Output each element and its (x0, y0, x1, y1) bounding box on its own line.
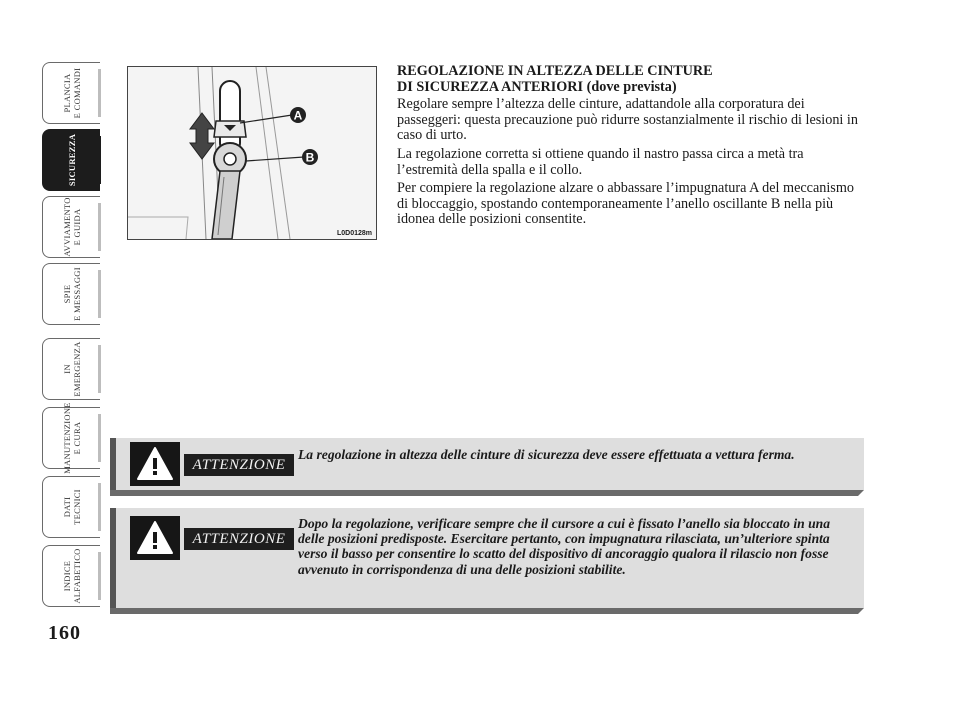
warning-label: ATTENZIONE (184, 528, 294, 550)
tab-label: PLANCIA E COMANDI (61, 67, 82, 119)
heading-line-1: REGOLAZIONE IN ALTEZZA DELLE CINTURE (397, 63, 713, 79)
tab-sicurezza[interactable] (42, 129, 100, 191)
page-number: 160 (48, 622, 81, 644)
section-content (397, 64, 867, 231)
seatbelt-illustration (128, 67, 376, 239)
tab-spie-e-messaggi[interactable] (42, 263, 100, 325)
warning-label: ATTENZIONE (184, 454, 294, 476)
paragraph-1: Regolare sempre l’altezza delle cinture, adattandole alla corporatura dei passeggeri: questa precauzione può ridurre sostanzialmente il rischio di lesioni in caso di urto. (397, 96, 858, 144)
warning-triangle-icon (130, 516, 180, 560)
tab-label: AVVIAMENTO E GUIDA (61, 197, 82, 257)
warning-triangle-icon (130, 442, 180, 486)
section-heading (397, 64, 867, 95)
tab-plancia-e-comandi[interactable] (42, 62, 100, 124)
tab-dati-tecnici[interactable] (42, 476, 100, 538)
paragraph-2: La regolazione corretta si ottiene quando il nastro passa circa a metà tra l’estremità della spalla e il collo. (397, 145, 804, 178)
tab-label: SPIE E MESSAGGI (61, 267, 82, 321)
tab-label: DATI TECNICI (61, 489, 82, 525)
warning-text: La regolazione in altezza delle cinture di sicurezza deve essere effettuata a vettura ferma. (298, 447, 795, 462)
tab-label: IN EMERGENZA (61, 341, 82, 397)
tab-in-emergenza[interactable] (42, 338, 100, 400)
heading-line-2: DI SICUREZZA ANTERIORI (dove prevista) (397, 78, 677, 95)
seatbelt-height-figure (127, 66, 377, 240)
tab-manutenzione-e-cura[interactable] (42, 402, 100, 474)
tab-indice-alfabetico[interactable] (42, 545, 100, 607)
warning-text: Dopo la regolazione, verificare sempre che il cursore a cui è fissato l’anello sia bloccato in una delle posizioni predisposte. Esercitare pertanto, con impugnatura rilasciata, un’ulteriore spinta verso il basso per consentire lo scatto del dispositivo di ancoraggio qualora il rilascio non fosse avvenuto in corrispondenza di una delle posizioni stabilite. (298, 516, 831, 577)
warning-box-2 (116, 508, 864, 608)
tab-label: MANUTENZIONE E CURA (61, 402, 82, 474)
paragraph-3: Per compiere la regolazione alzare o abbassare l’impugnatura A del meccanismo di bloccaggio, spostando contemporaneamente l’anello oscillante B nella più idonea delle posizioni consentite. (397, 180, 854, 228)
tab-avviamento-e-guida[interactable] (42, 196, 100, 258)
tab-label: INDICE ALFABETICO (61, 548, 82, 604)
tab-label: SICUREZZA (66, 133, 77, 187)
callout-a: A (293, 108, 303, 123)
callout-b: B (305, 150, 315, 165)
warning-box-1 (116, 438, 864, 490)
figure-code: L0D0128m (336, 230, 372, 237)
